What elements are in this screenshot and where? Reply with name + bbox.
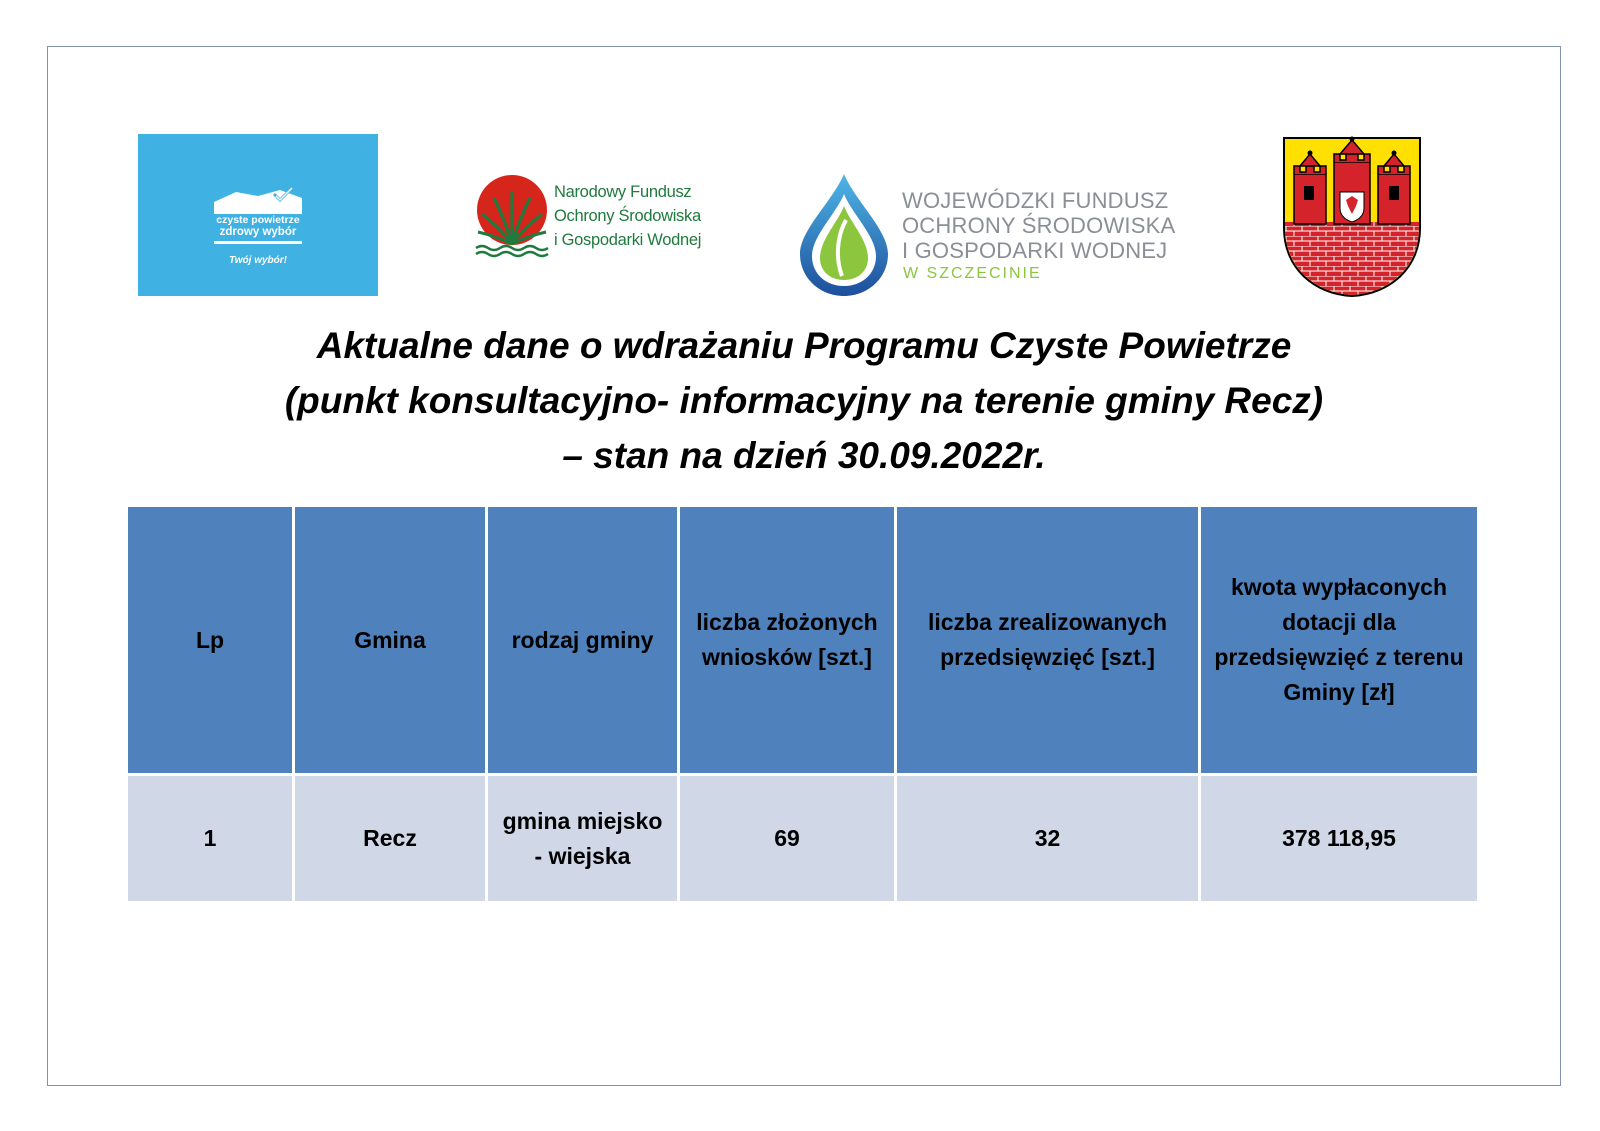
cell-rodzaj-gminy: gmina miejsko - wiejska (488, 776, 677, 901)
title-line-1: Aktualne dane o wdrażaniu Programu Czyste Powietrze (316, 325, 1292, 366)
logo-cp-line2: zdrowy wybór (219, 226, 297, 238)
wfosigw-city: W SZCZECINIE (903, 265, 1042, 282)
header-liczba-przedsiewziec: liczba zrealizowanych przedsięwzięć [szt.] (897, 507, 1198, 773)
house-check-icon (214, 186, 302, 214)
title-line-3: – stan na dzień 30.09.2022r. (562, 435, 1046, 476)
cell-gmina: Recz (295, 776, 485, 901)
nfosigw-name (554, 180, 701, 252)
table-header-row (128, 507, 1477, 773)
logo-cp-line1: czyste powietrze (216, 214, 300, 226)
cell-liczba-przedsiewziec: 32 (897, 776, 1198, 901)
grant-data-table (125, 504, 1480, 904)
logo-cp-slogan: Twój wybór! (229, 255, 287, 266)
water-drop-icon (796, 172, 892, 298)
nfosigw-emblem-icon (474, 174, 550, 260)
nfosigw-line3: i Gospodarki Wodnej (554, 231, 702, 249)
cell-liczba-wnioskow: 69 (680, 776, 894, 901)
nfosigw-line2: Ochrony Środowiska (554, 207, 701, 225)
table-row (128, 776, 1477, 901)
nfosigw-logo (470, 172, 730, 262)
header-liczba-wnioskow: liczba złożonych wniosków [szt.] (680, 507, 894, 773)
cell-lp: 1 (128, 776, 292, 901)
wfosigw-line2: OCHRONY ŚRODOWISKA (902, 213, 1176, 238)
coat-of-arms-icon (1282, 136, 1422, 298)
wfosigw-line3: I GOSPODARKI WODNEJ (902, 238, 1168, 263)
logo-cp-underline (214, 241, 302, 244)
header-lp: Lp (128, 507, 292, 773)
header-gmina: Gmina (295, 507, 485, 773)
header-rodzaj-gminy: rodzaj gminy (488, 507, 677, 773)
czyste-powietrze-logo (138, 134, 378, 296)
wfosigw-logo (796, 172, 1176, 298)
nfosigw-line1: Narodowy Fundusz (554, 183, 692, 201)
header-kwota-dotacji: kwota wypłaconych dotacji dla przedsięwzięć z terenu Gminy [zł] (1201, 507, 1477, 773)
cell-kwota-dotacji: 378 118,95 (1201, 776, 1477, 901)
wfosigw-name (902, 188, 1175, 263)
page-title (100, 318, 1508, 483)
wfosigw-line1: WOJEWÓDZKI FUNDUSZ (902, 188, 1169, 213)
title-line-2: (punkt konsultacyjno- informacyjny na terenie gminy Recz) (284, 380, 1324, 421)
